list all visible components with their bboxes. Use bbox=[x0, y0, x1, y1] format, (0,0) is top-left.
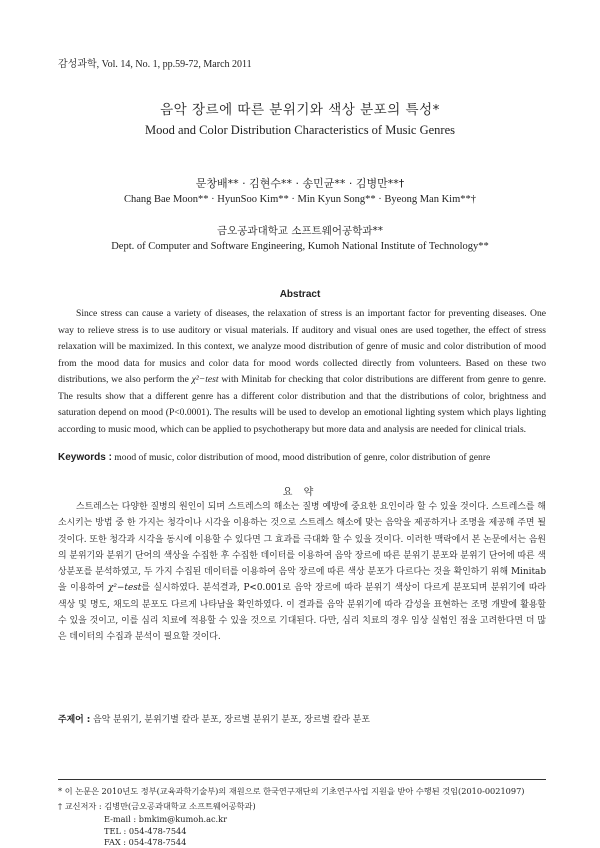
title-korean: 음악 장르에 따른 분위기와 색상 분포의 특성* bbox=[160, 102, 440, 118]
korean-abstract-heading: 요 약 bbox=[282, 487, 318, 498]
authors-english: Chang Bae Moon** · HyunSoo Kim** · Min Kyun Song** · Byeong Man Kim**† bbox=[123, 194, 477, 205]
korean-abstract-body bbox=[58, 499, 546, 646]
korean-keywords-label: 주제어 : bbox=[58, 715, 91, 725]
korean-abstract-text-2: 를 실시하였다. 분석결과, P<0.001로 음악 장르에 따라 분위기 색상이 다르게 분포되며 분위기에 따라 색상 및 명도, 채도의 분포도 다르게 나타남을 확인하였다. 이 결과를 음악 분위기에 따라 감성을 표현하는 조명 개발에 활용할 수 있을 것이고, 이를 심리 치료에 적용할 수 있을 것으로 기대된다. 다만, 심리 치료의 경우 임상 실험인 점을 고려한다면 더 많은 데이터의 수집과 분석이 필요할 것이다. bbox=[58, 583, 546, 643]
korean-keywords bbox=[58, 712, 578, 725]
abstract-body bbox=[58, 306, 546, 438]
contact-fax: FAX : 054-478-7544 bbox=[104, 837, 187, 847]
footnote-funding: * 이 논문은 2010년도 정부(교육과학기술부)의 재원으로 한국연구재단의 기초연구사업 지원을 받아 수행된 것임(2010-0021097) bbox=[58, 786, 525, 796]
footnote-corresponding-author: † 교신저자 : 김병만(금오공과대학교 소프트웨어공학과) bbox=[58, 801, 256, 811]
footnote-divider bbox=[58, 779, 546, 780]
affiliation-english: Dept. of Computer and Software Engineering, Kumoh National Institute of Technology** bbox=[111, 241, 489, 252]
affiliation-korean: 금오공과대학교 소프트웨어공학과** bbox=[217, 225, 383, 237]
abstract-text-1: Since stress can cause a variety of diseases, the relaxation of stress is an important factor for preventing diseases. One way to relieve stress is to use auditory or visual materials. If auditory and visual ones are used together, the effect of stress relaxation will be maximized. In this context, we analyze mood distribution of genre of music and color distribution of mood from the mood data for musics and color data for mood words collected directly from volunteers. Based on these two distributions, we also perform the bbox=[58, 308, 546, 385]
korean-abstract-text-1: 스트레스는 다양한 질병의 원인이 되며 스트레스의 해소는 질병 예방에 중요한 요인이라 할 수 있을 것이다. 스트레스를 해소시키는 방법 중 한 가지는 청각이나 시각을 이용하는 것으로 스트레스 해소에 맞는 음악을 제공하거나 조명을 제공해 주면 될 것이다. 또한 청각과 시각을 동시에 이용할 수 있다면 그 효과를 극대화 할 수 있을 것이다. 이러한 맥락에서 본 논문에서는 음원의 분위기와 분위기 단어의 색상을 수집한 후 수집한 데이터를 이용하여 음악 장르에 따른 분위기 분포와 분위기 단어에 따른 색상분포를 분석하였고, 두 가지 수집된 데이터를 이용하여 음악 장르에 따른 색상 분포가 다르다는 것을 확인하기 위해 Minitab을 이용하여 bbox=[58, 502, 547, 594]
chi-square-test: χ²−test bbox=[191, 374, 219, 385]
title-english: Mood and Color Distribution Characteristics of Music Genres bbox=[144, 123, 456, 137]
journal-citation: 감성과학, Vol. 14, No. 1, pp.59-72, March 2011 bbox=[58, 59, 252, 70]
abstract-text-2: with Minitab for checking that color distributions are different from genre to genre. The results show that a different genre has a different color distribution and that the distributions of color, brightness and saturation depend on mood (P<0.0001). The results will be used to develop an emotional lighting system which plays lighting according to music mood, which can be applied to psychotherapy but more data and analysis are needed for clinical trials. bbox=[58, 374, 547, 435]
contact-tel: TEL : 054-478-7544 bbox=[104, 826, 187, 836]
contact-email: E-mail : bmkim@kumoh.ac.kr bbox=[104, 814, 228, 824]
keywords bbox=[58, 452, 578, 463]
keywords-text: mood of music, color distribution of mood, mood distribution of genre, color distribution of genre bbox=[111, 452, 491, 463]
abstract-heading: Abstract bbox=[279, 289, 321, 300]
authors-korean: 문창배** · 김현수** · 송민균** · 김병만**† bbox=[195, 177, 405, 190]
chi-square-test-ko: χ²−test bbox=[108, 583, 142, 594]
keywords-label: Keywords : bbox=[58, 452, 112, 463]
korean-keywords-text: 음악 분위기, 분위기별 칼라 분포, 장르별 분위기 분포, 장르별 칼라 분포 bbox=[90, 715, 370, 725]
